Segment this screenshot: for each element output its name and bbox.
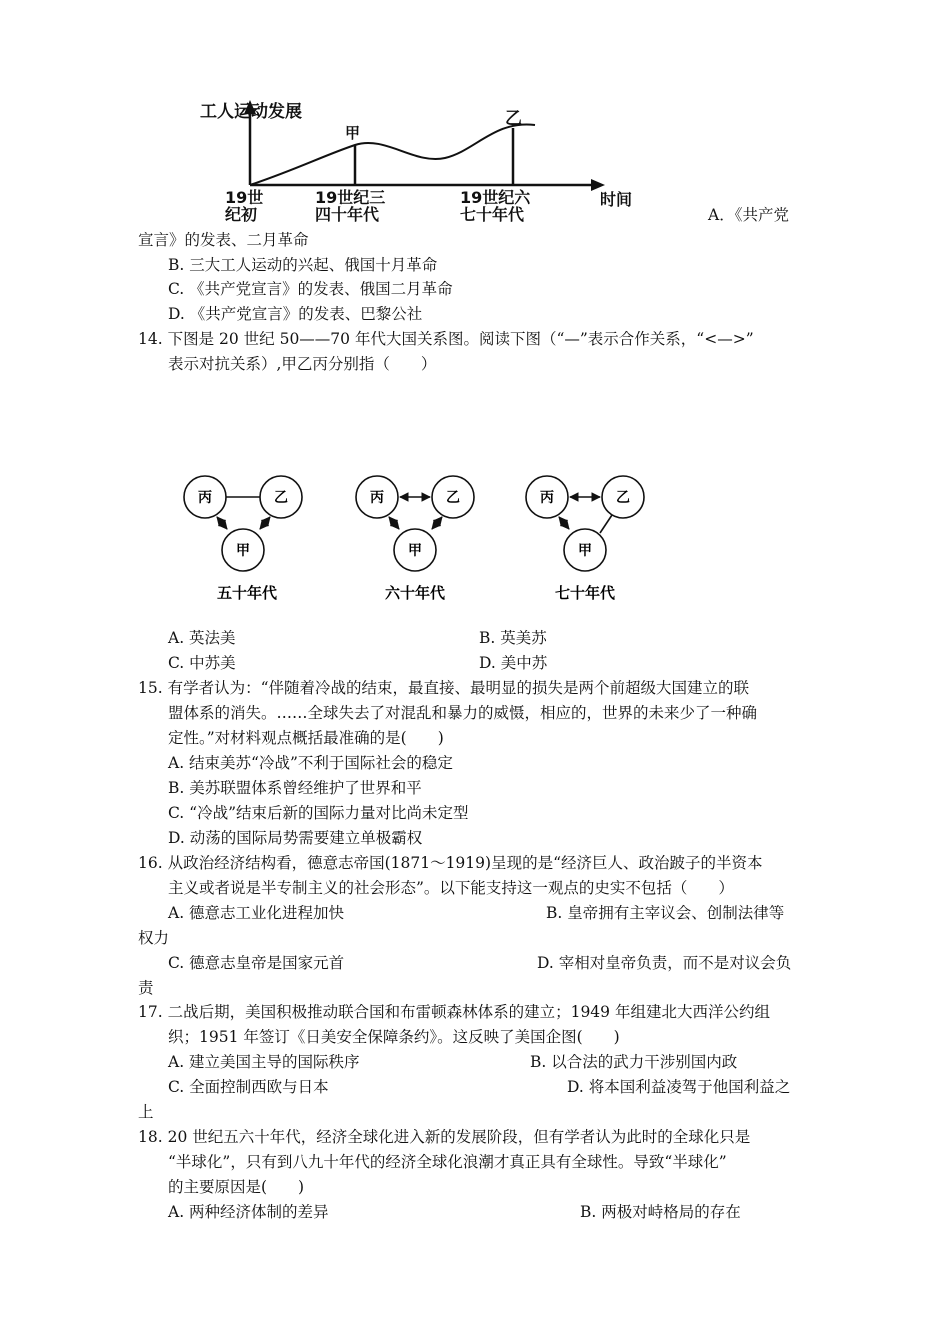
q16-option-d-start: D. 宰相对皇帝负责，而不是对议会负 — [537, 954, 792, 972]
q14-stem-line1: 14. 下图是 20 世纪 50——70 年代大国关系图。阅读下图（“—”表示合作关系，“<—>” — [138, 330, 754, 348]
graph-tick-3-l2: 七十年代 — [460, 205, 525, 224]
q16-option-a: A. 德意志工业化进程加快 — [168, 904, 345, 922]
q15-option-a: A. 结束美苏“冷战”不利于国际社会的稳定 — [168, 754, 453, 772]
q16-stem-line2: 主义或者说是半专制主义的社会形态”。以下能支持这一观点的史实不包括（ ） — [168, 879, 734, 897]
q18-stem-line2: “半球化”，只有到八九十年代的经济全球化浪潮才真正具有全球性。导致“半球化” — [168, 1153, 727, 1171]
graph-point-b: 乙 — [505, 109, 522, 129]
q14-option-a: A. 英法美 — [168, 629, 236, 647]
node-jia-label: 甲 — [408, 543, 422, 559]
q14-option-d: D. 美中苏 — [479, 654, 548, 672]
diagram-caption: 六十年代 — [384, 584, 446, 602]
graph-point-a: 甲 — [345, 124, 361, 142]
q13-option-a-start: A．《共产党 — [708, 206, 789, 224]
diagram-seventies — [526, 476, 644, 602]
graph-ylabel: 工人运动发展 — [200, 102, 302, 122]
q17-stem-line2: 织；1951 年签订《日美安全保障条约》。这反映了美国企图( ) — [168, 1028, 620, 1046]
graph-tick-2-l1: 19世纪三 — [315, 188, 386, 207]
q18-option-a: A. 两种经济体制的差异 — [168, 1203, 329, 1221]
q13-option-b: B. 三大工人运动的兴起、俄国十月革命 — [168, 256, 438, 274]
q14-option-c: C. 中苏美 — [168, 654, 236, 672]
diagram-caption: 五十年代 — [216, 584, 278, 602]
q17-option-d-end: 上 — [138, 1103, 154, 1121]
q17-option-a: A. 建立美国主导的国际秩序 — [168, 1053, 360, 1071]
workers-movement-graph — [195, 90, 665, 225]
q17-option-b: B. 以合法的武力干涉别国内政 — [530, 1053, 738, 1071]
diagram-fifties — [184, 476, 302, 602]
q13-option-d: D. 《共产党宣言》的发表、巴黎公社 — [168, 305, 423, 323]
q18-stem-line1: 18. 20 世纪五六十年代，经济全球化进入新的发展阶段，但有学者认为此时的全球化只是 — [138, 1128, 751, 1146]
q15-stem-line3: 定性。”对材料观点概括最准确的是( ) — [168, 729, 444, 747]
q15-stem-line1: 15. 有学者认为：“伴随着冷战的结束，最直接、最明显的损失是两个前超级大国建立的联 — [138, 679, 750, 697]
q17-option-d-start: D. 将本国利益凌驾于他国利益之 — [567, 1078, 791, 1096]
q15-option-b: B. 美苏联盟体系曾经维护了世界和平 — [168, 779, 422, 797]
q16-option-b-start: B. 皇帝拥有主宰议会、创制法律等 — [546, 904, 785, 922]
q15-stem-line2: 盟体系的消失。……全球失去了对混乱和暴力的威慑，相应的，世界的未来少了一种确 — [168, 704, 758, 722]
link-yi-jia — [600, 515, 612, 533]
q18-stem-line3: 的主要原因是( ) — [168, 1178, 305, 1196]
node-jia-label: 甲 — [236, 543, 250, 559]
q18-option-b: B. 两极对峙格局的存在 — [580, 1203, 741, 1221]
q14-stem-line2: 表示对抗关系）,甲乙丙分别指（ ） — [168, 355, 437, 373]
link-yi-jia — [260, 517, 270, 529]
node-bing-label: 丙 — [198, 490, 212, 506]
link-bing-jia — [389, 517, 399, 529]
node-bing-label: 丙 — [370, 490, 384, 506]
graph-tick-1-l2: 纪初 — [225, 205, 258, 224]
graph-xlabel: 时间 — [600, 190, 633, 209]
link-yi-jia — [432, 517, 442, 529]
diagram-sixties — [356, 476, 474, 602]
link-bing-jia — [217, 517, 227, 529]
graph-tick-3-l1: 19世纪六 — [460, 188, 531, 207]
q16-option-b-end: 权力 — [138, 929, 170, 947]
node-bing-label: 丙 — [540, 490, 554, 506]
q15-option-c: C. “冷战”结束后新的国际力量对比尚未定型 — [168, 804, 469, 822]
q13-option-c: C. 《共产党宣言》的发表、俄国二月革命 — [168, 280, 453, 298]
trend-curve — [250, 124, 535, 185]
diagram-caption: 七十年代 — [554, 584, 616, 602]
q17-stem-line1: 17. 二战后期，美国积极推动联合国和布雷顿森林体系的建立；1949 年组建北大西洋公约组 — [138, 1003, 770, 1021]
q15-option-d: D. 动荡的国际局势需要建立单极霸权 — [168, 829, 423, 847]
q16-option-d-end: 责 — [138, 979, 154, 997]
q16-stem-line1: 16. 从政治经济结构看，德意志帝国(1871～1919)呈现的是“经济巨人、政治跛子的半资本 — [138, 854, 763, 872]
power-relations-diagram — [170, 470, 690, 610]
q14-option-b: B. 英美苏 — [479, 629, 547, 647]
node-yi-label: 乙 — [446, 490, 460, 506]
link-bing-jia — [559, 517, 569, 529]
node-yi-label: 乙 — [274, 490, 288, 506]
q16-option-c: C. 德意志皇帝是国家元首 — [168, 954, 345, 972]
graph-tick-1-l1: 19世 — [225, 188, 264, 207]
node-yi-label: 乙 — [616, 490, 630, 506]
q13-option-a-end: 宣言》的发表、二月革命 — [138, 231, 309, 249]
q17-option-c: C. 全面控制西欧与日本 — [168, 1078, 329, 1096]
graph-tick-2-l2: 四十年代 — [315, 205, 380, 224]
node-jia-label: 甲 — [578, 543, 592, 559]
